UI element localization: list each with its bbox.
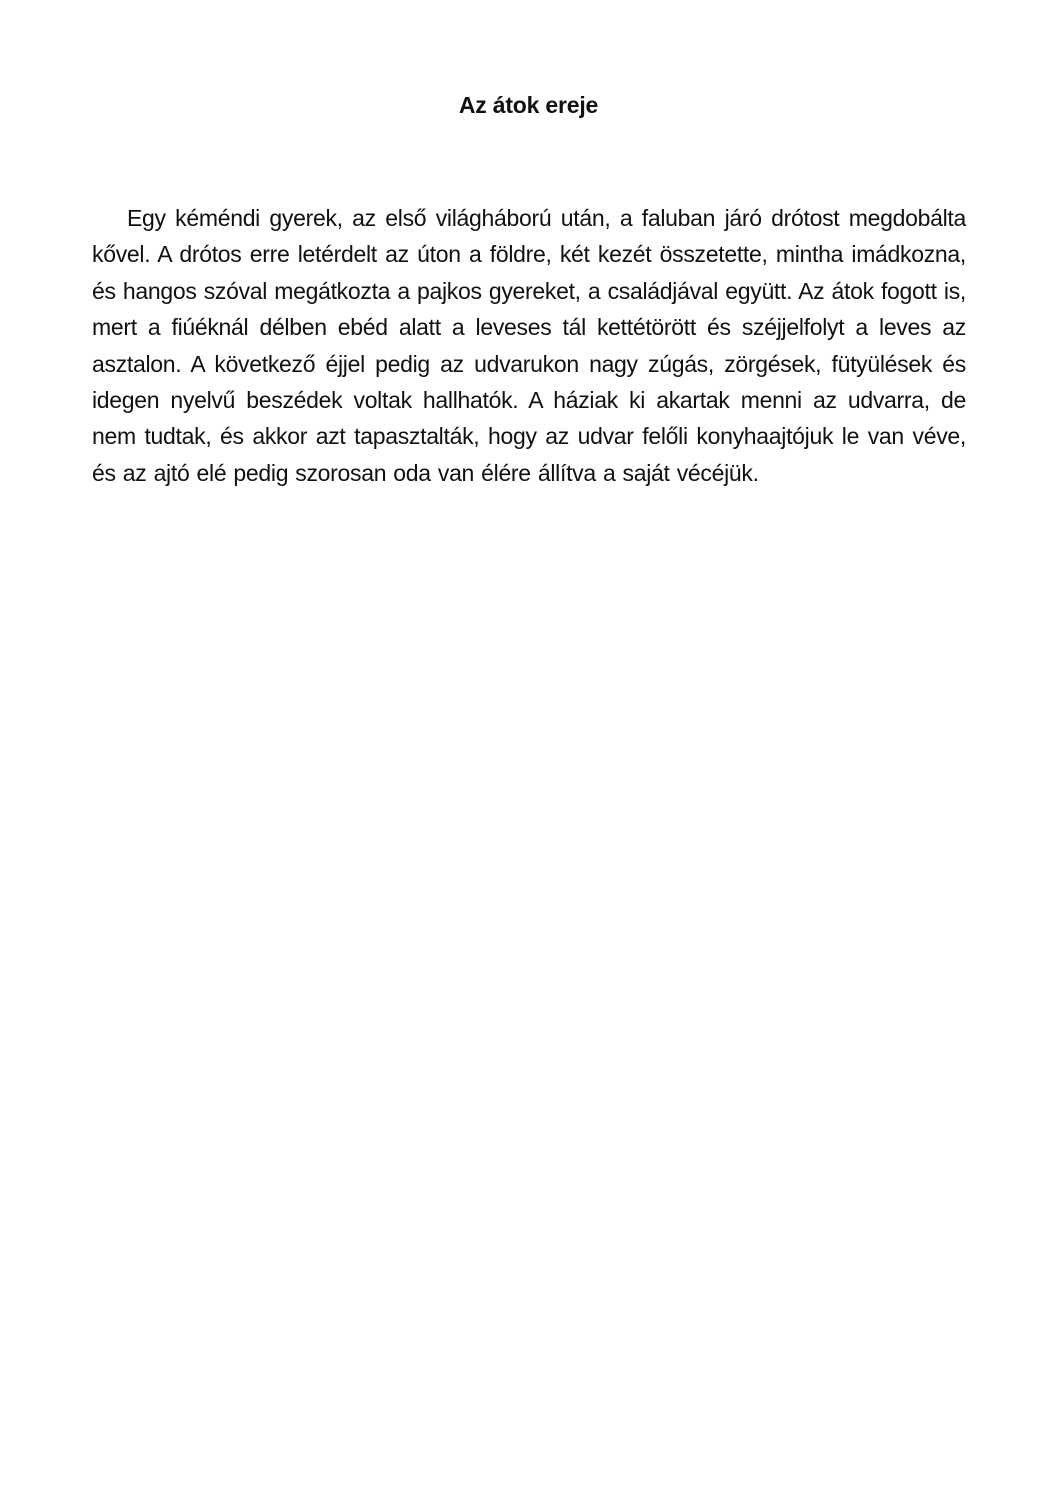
body-paragraph: Egy kéméndi gyerek, az első világháború után, a faluban járó drótost megdobálta kővel. A drótos erre letérdelt az úton a földre, két kezét összetette, mintha imádkozna, és hangos szóval megátkozta a pajkos gyereket, a családjával együtt. Az átok fogott is, mert a fiúéknál délben ebéd alatt a leveses tál kettétörött és széjjelfolyt a leves az asztalon. A következő éjjel pedig az udvarukon nagy zúgás, zörgések, fütyülések és idegen nyelvű beszédek voltak hallhatók. A háziak ki akartak menni az udvarra, de nem tudtak, és akkor azt tapasztalták, hogy az udvar felőli konyhaajtójuk le van véve, és az ajtó elé pedig szorosan oda van élére állítva a saját vécéjük. bbox=[92, 205, 966, 486]
document-title: Az átok ereje bbox=[458, 92, 599, 118]
